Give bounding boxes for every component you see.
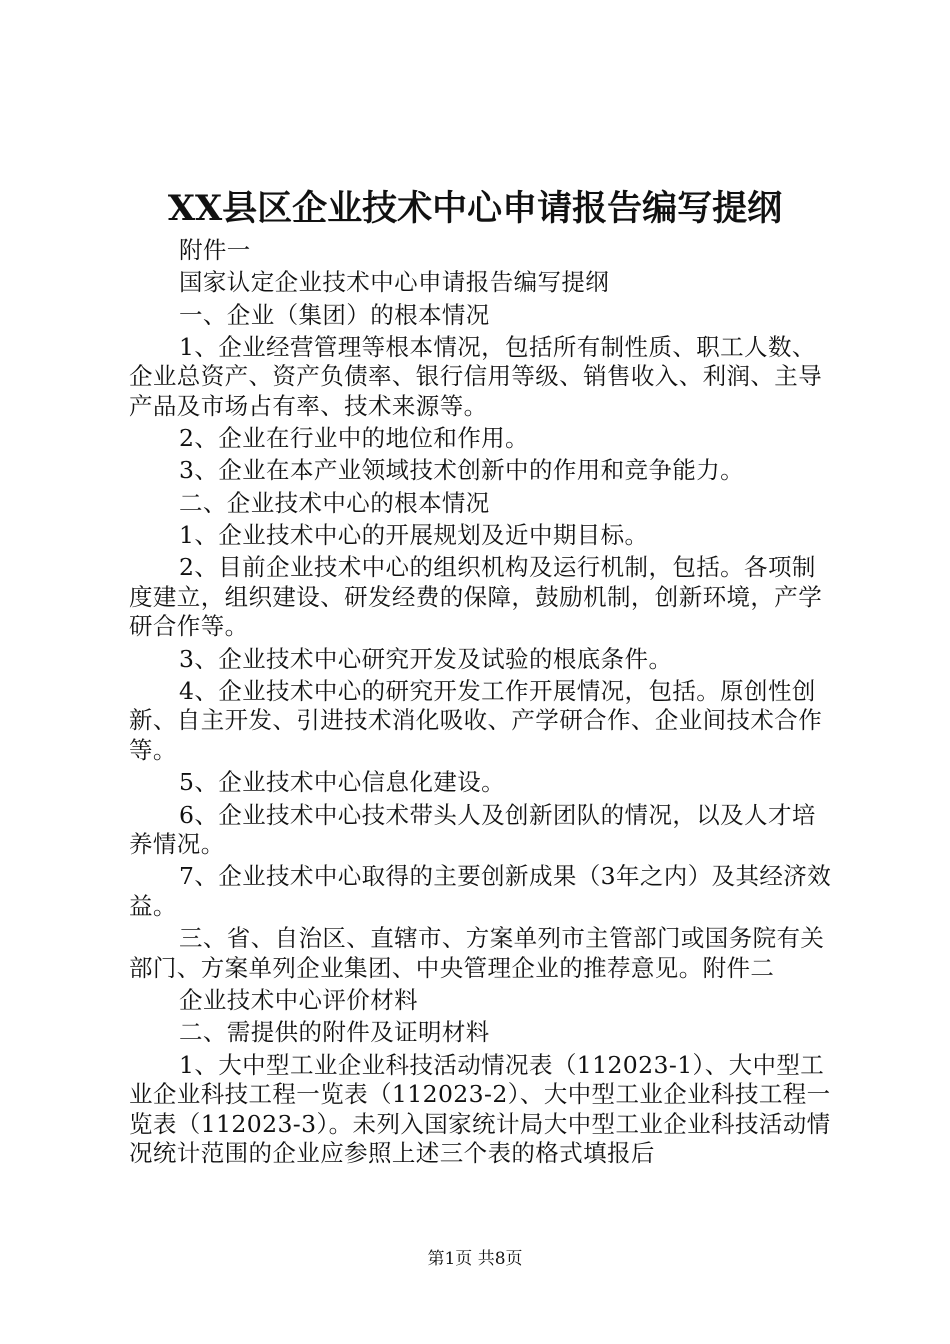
paragraph-item: 6、企业技术中心技术带头人及创新团队的情况，以及人才培养情况。 [129, 800, 816, 859]
paragraph-section-2: 二、企业技术中心的根本情况 [179, 488, 490, 517]
paragraph-outline-title: 国家认定企业技术中心申请报告编写提纲 [179, 268, 610, 297]
paragraph-item: 1、企业技术中心的开展规划及近中期目标。 [179, 521, 649, 550]
paragraph-item: 5、企业技术中心信息化建设。 [179, 768, 506, 797]
paragraph-item: 4、企业技术中心的研究开发工作开展情况，包括。原创性创新、自主开发、引进技术消化吸收、产学研合作、企业间技术合作等。 [129, 676, 823, 764]
paragraph-item: 7、企业技术中心取得的主要创新成果（3年之内）及其经济效益。 [129, 862, 832, 920]
paragraph-attachment-1: 附件一 [179, 236, 251, 264]
paragraph-item: 3、企业技术中心研究开发及试验的根底条件。 [179, 644, 673, 673]
paragraph-item: 1、企业经营管理等根本情况，包括所有制性质、职工人数、企业总资产、资产负债率、银行信用等级、销售收入、利润、主导产品及市场占有率、技术来源等。 [129, 332, 823, 420]
paragraph-evaluation-title: 企业技术中心评价材料 [179, 985, 418, 1014]
page-number-footer: 第1页 共8页 [427, 1249, 523, 1269]
paragraph-section-attachments: 二、需提供的附件及证明材料 [179, 1018, 490, 1047]
paragraph-item: 2、企业在行业中的地位和作用。 [179, 424, 529, 453]
document-body [129, 236, 833, 1171]
paragraph-section-3: 三、省、自治区、直辖市、方案单列市主管部门或国务院有关部门、方案单列企业集团、中央管理企业的推荐意见。附件二 [129, 924, 825, 982]
paragraph-item: 2、目前企业技术中心的组织机构及运行机制，包括。各项制度建立，组织建设、研发经费的保障，鼓励机制，创新环境，产学研合作等。 [129, 553, 823, 641]
document-title: XX县区企业技术中心申请报告编写提纲 [167, 188, 783, 229]
paragraph-item: 3、企业在本产业领域技术创新中的作用和竞争能力。 [179, 456, 745, 485]
paragraph-item: 1、大中型工业企业科技活动情况表（112023-1）、大中型工业企业科技工程一览表（112023-2）、大中型工业企业科技工程一览表（112023-3）。未列入国家统计局大中型工业企业科技活动情况统计范围的企业应参照上述三个表的格式填报后 [129, 1050, 831, 1168]
paragraph-section-1: 一、企业（集团）的根本情况 [179, 300, 490, 329]
